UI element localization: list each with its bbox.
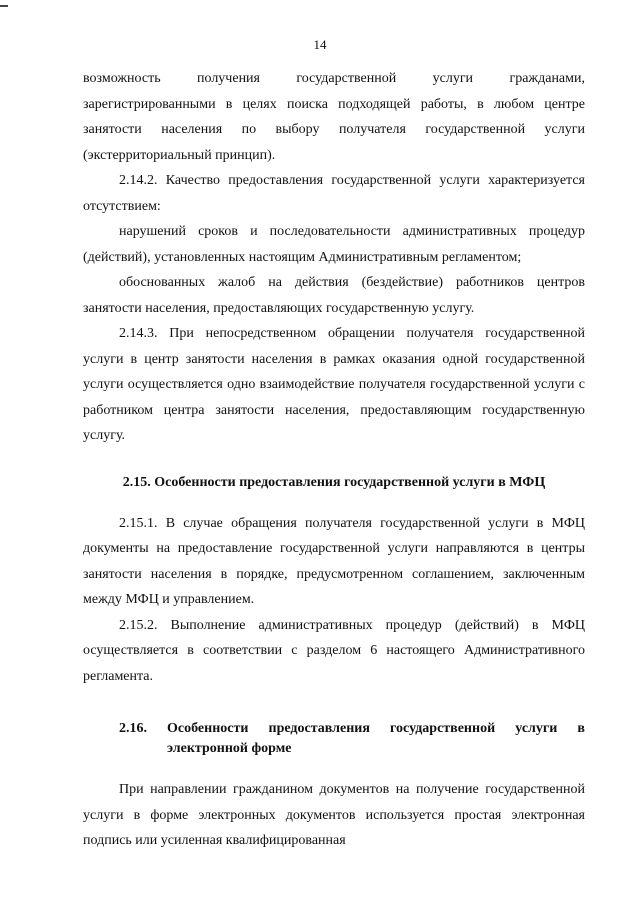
page-content: [83, 66, 585, 854]
paragraph-continuation: возможность получения государственной услуги гражданами, зарегистрированными в целях поиска подходящей работы, в любом центре занятости населения по выбору получателя государственной услуги (экстерриториальный принцип).: [83, 71, 585, 163]
paragraph-2-15-2: 2.15.2. Выполнение административных процедур (действий) в МФЦ осуществляется в соответствии с разделом 6 настоящего Административного регламента.: [83, 617, 585, 684]
corner-mark: [0, 5, 8, 7]
paragraph-2-14-2: 2.14.2. Качество предоставления государственной услуги характеризуется отсутствием:: [83, 173, 585, 214]
paragraph-complaints: обоснованных жалоб на действия (бездействие) работников центров занятости населения, предоставляющих государственную услугу.: [83, 275, 585, 316]
section-heading-2-15: 2.15. Особенности предоставления государственной услуги в МФЦ: [122, 474, 546, 490]
section-heading-2-16: [83, 719, 585, 759]
section-number-2-16: 2.16.: [119, 721, 147, 736]
paragraph-2-14-3: 2.14.3. При непосредственном обращении получателя государственной услуги в центр занятости населения в рамках оказания одной государственной услуги осуществляется одно взаимодействие получателя государственной услуги с работником центра занятости населения, предоставляющим государственную услугу.: [83, 326, 585, 443]
page-number: 14: [313, 37, 327, 52]
paragraph-2-15-1: 2.15.1. В случае обращения получателя государственной услуги в МФЦ документы на предоставление государственной услуги направляются в центры занятости населения в порядке, предусмотренном соглашением, заключенным между МФЦ и управлением.: [83, 515, 585, 607]
section-title-2-16: Особенности предоставления государственной услуги в электронной форме: [167, 721, 585, 756]
paragraph-electronic-signature: При направлении гражданином документов на получение государственной услуги в форме электронных документов используется простая электронная подпись или усиленная квалифицированная: [83, 782, 585, 848]
paragraph-violations: нарушений сроков и последовательности административных процедур (действий), установленных настоящим Административным регламентом;: [83, 224, 585, 265]
